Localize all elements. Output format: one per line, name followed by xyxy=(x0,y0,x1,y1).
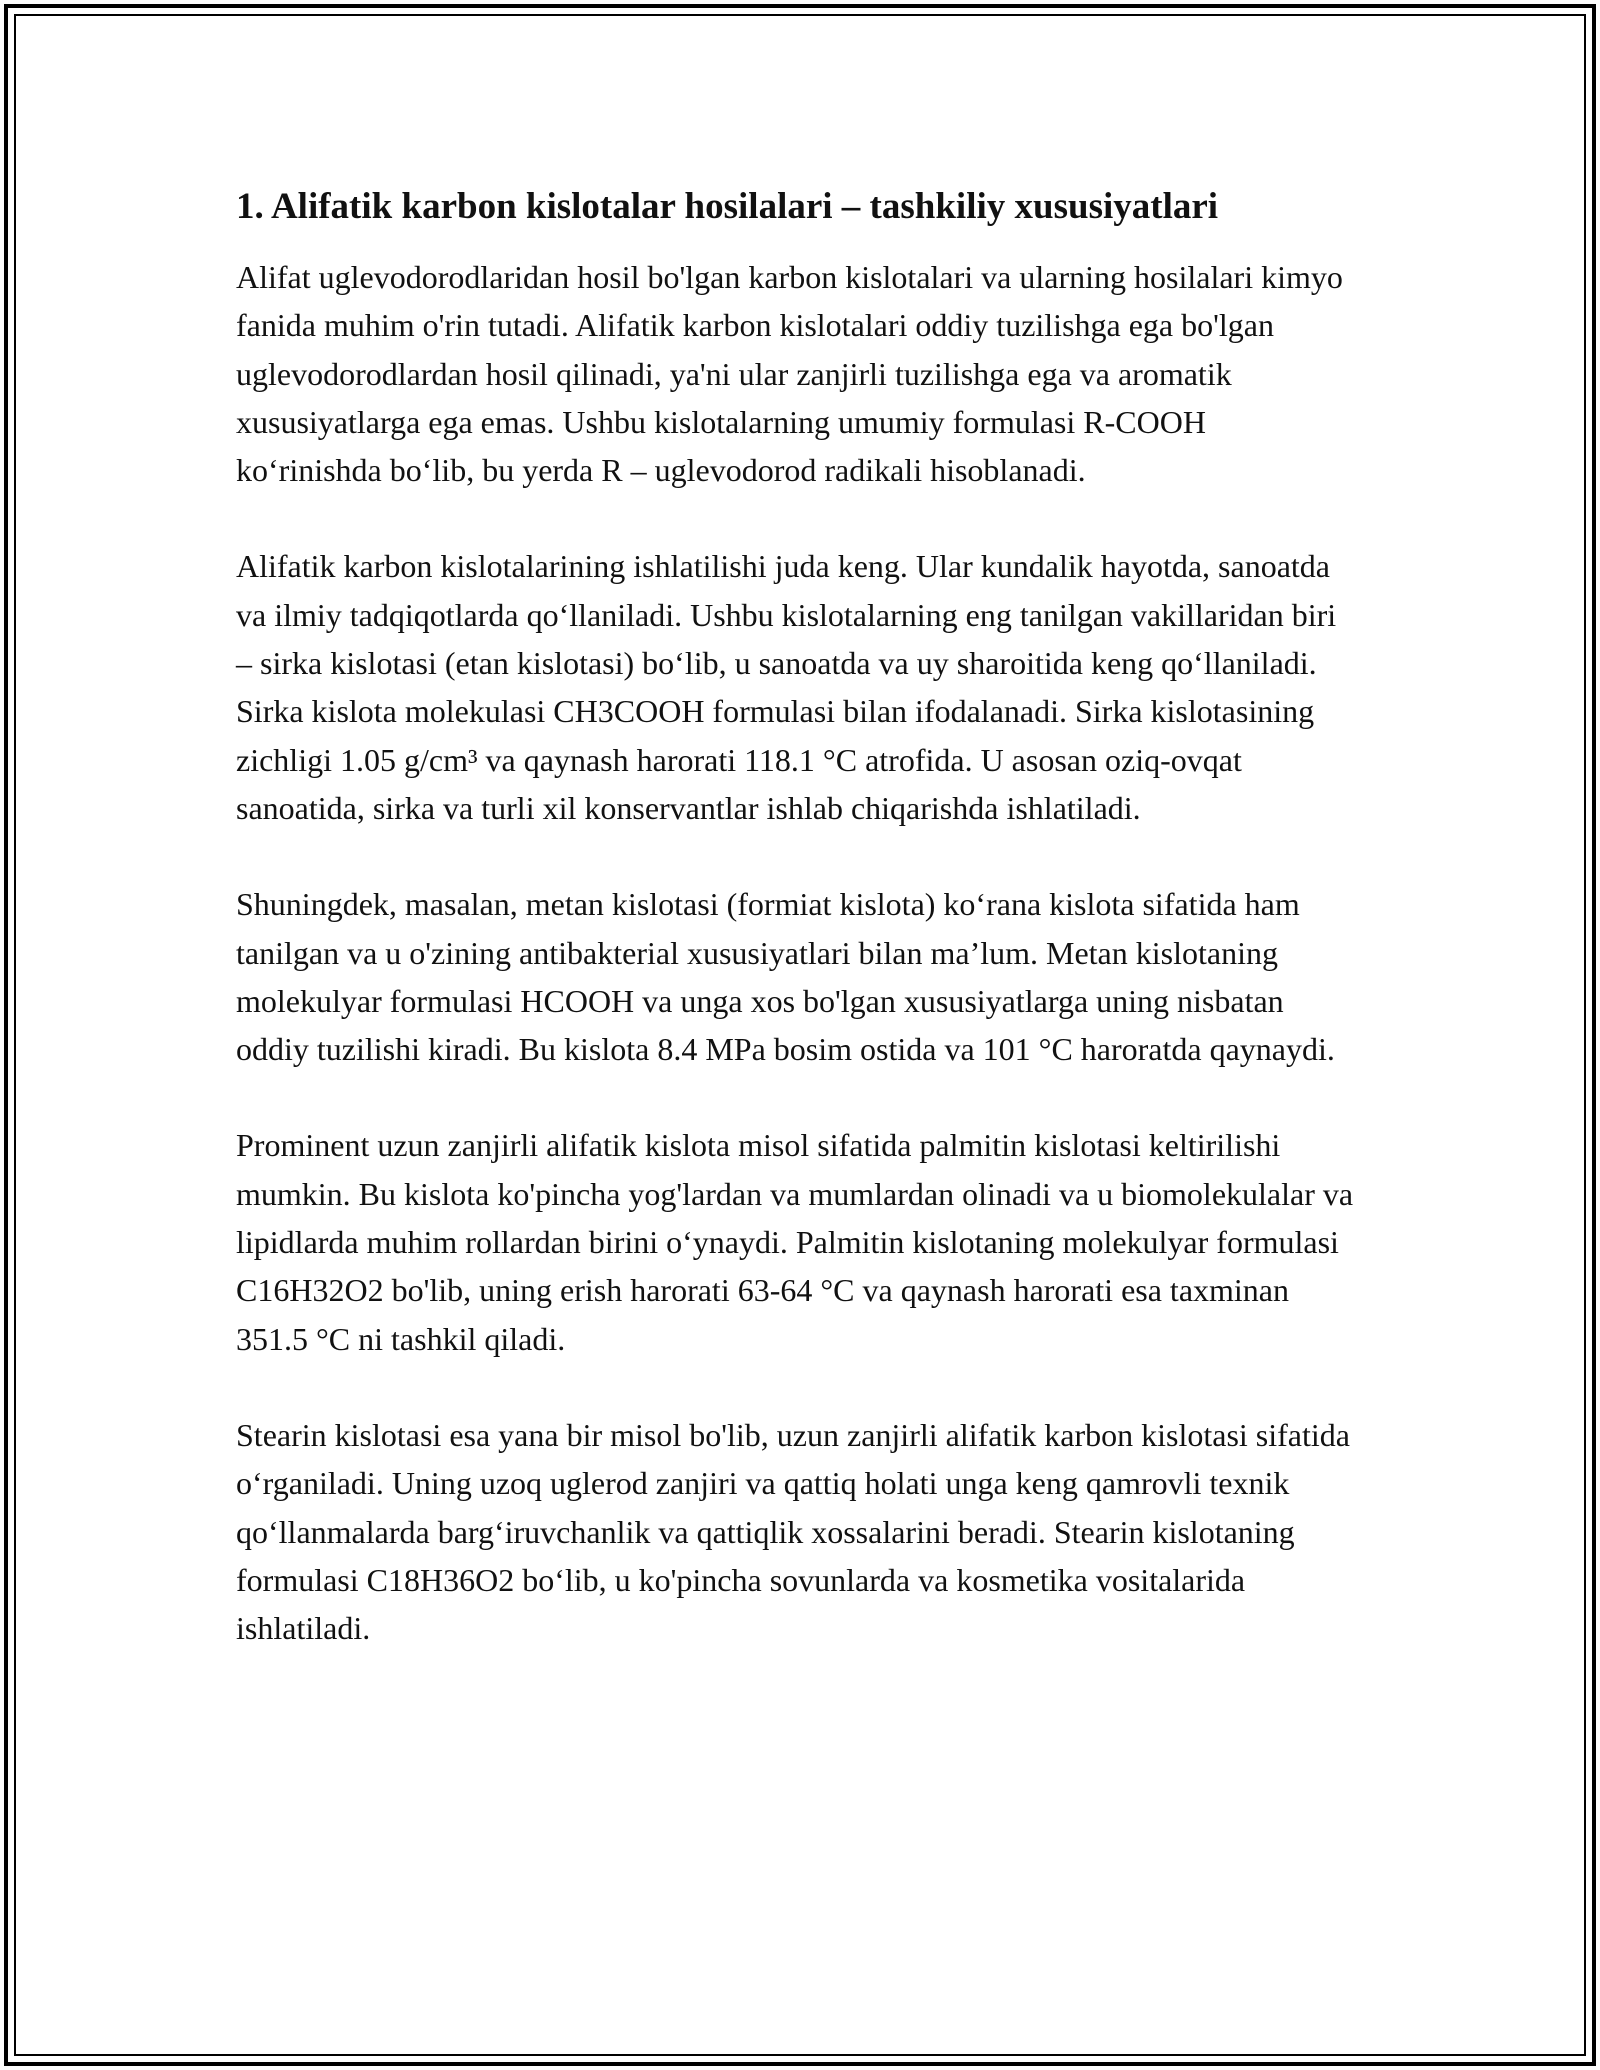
paragraph-intro: Alifat uglevodorodlaridan hosil bo'lgan karbon kislotalari va ularning hosilalari kimyo fanida muhim o'rin tutadi. Alifatik karbon kislotalari oddiy tuzilishga ega bo'lgan uglevodorodlardan hosil qilinadi, ya'ni ular zanjirli tuzilishga ega va aromatik xususiyatlarga ega emas. Ushbu kislotalarning umumiy formulasi R-COOH ko‘rinishda bo‘lib, bu yerda R – uglevodorod radikali hisoblanadi. xyxy=(236,259,1343,489)
paragraph-palmitic-acid: Prominent uzun zanjirli alifatik kislota misol sifatida palmitin kislotasi keltirilishi mumkin. Bu kislota ko'pincha yog'lardan va mumlardan olinadi va u biomolekulalar va lipidlarda muhim rollardan birini o‘ynaydi. Palmitin kislotaning molekulyar formulasi C16H32O2 bo'lib, uning erish harorati 63-64 °C va qaynash harorati esa taxminan 351.5 °C ni tashkil qiladi. xyxy=(236,1127,1354,1357)
paragraph-acetic-acid: Alifatik karbon kislotalarining ishlatilishi juda keng. Ular kundalik hayotda, sanoatda va ilmiy tadqiqotlarda qo‘llaniladi. Ushbu kislotalarning eng tanilgan vakillaridan biri – sirka kislotasi (etan kislotasi) bo‘lib, u sanoatda va uy sharoitida keng qo‘llaniladi. Sirka kislota molekulasi CH3COOH formulasi bilan ifodalanadi. Sirka kislotasining zichligi 1.05 g/cm³ va qaynash harorati 118.1 °C atrofida. U asosan oziq-ovqat sanoatida, sirka va turli xil konservantlar ishlab chiqarishda ishlatiladi. xyxy=(236,548,1337,826)
document-body xyxy=(236,183,1356,1652)
paragraph-formic-acid: Shuningdek, masalan, metan kislotasi (formiat kislota) ko‘rana kislota sifatida ham tanilgan va u o'zining antibakterial xususiyatlari bilan ma’lum. Metan kislotaning molekulyar formulasi HCOOH va unga xos bo'lgan xususiyatlarga uning nisbatan oddiy tuzilishi kiradi. Bu kislota 8.4 MPa bosim ostida va 101 °C haroratda qaynaydi. xyxy=(236,886,1335,1068)
section-heading: 1. Alifatik karbon kislotalar hosilalari – tashkiliy xususiyatlari xyxy=(236,186,1219,227)
paragraph-stearic-acid: Stearin kislotasi esa yana bir misol bo'lib, uzun zanjirli alifatik karbon kislotasi sifatida o‘rganiladi. Uning uzoq uglerod zanjiri va qattiq holati unga keng qamrovli texnik qo‘llanmalarda barg‘iruvchanlik va qattiqlik xossalarini beradi. Stearin kislotaning formulasi C18H36O2 bo‘lib, u ko'pincha sovunlarda va kosmetika vositalarida ishlatiladi. xyxy=(236,1416,1350,1647)
